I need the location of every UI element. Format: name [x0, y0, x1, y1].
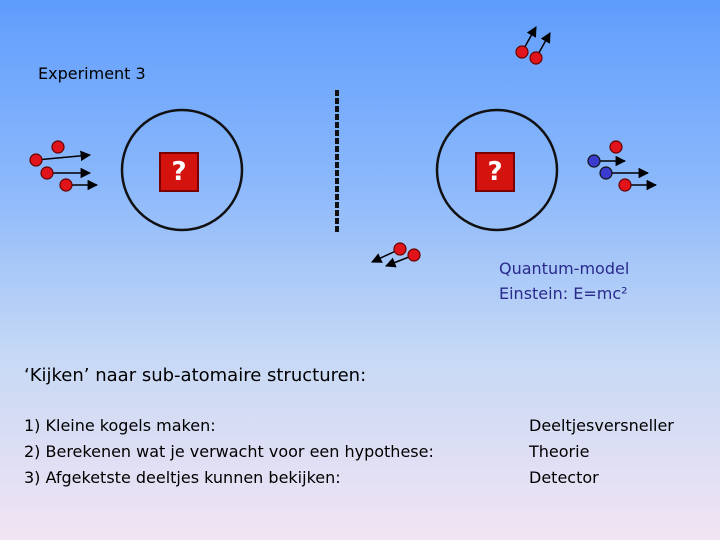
step-item: 1) Kleine kogels maken:: [24, 416, 216, 435]
outgoing-particles: [588, 141, 656, 191]
einstein-formula: Einstein: E=mc²: [499, 284, 628, 303]
section-heading: ‘Kijken’ naar sub-atomaire structuren:: [24, 365, 367, 386]
step-item: 3) Afgeketste deeltjes kunnen bekijken:: [24, 468, 341, 487]
deflected-particle-bottom: [372, 243, 420, 266]
steps-list: [24, 413, 434, 491]
answer-item: Detector: [529, 468, 599, 487]
experiment-title: Experiment 3: [38, 64, 146, 83]
quantum-model-note: [499, 256, 629, 306]
step-item: 2) Berekenen wat je verwacht voor een hypothese:: [24, 442, 434, 461]
quantum-model-line: Quantum-model: [499, 259, 630, 278]
deflected-particle-top: [516, 27, 550, 64]
answer-item: Deeltjesversneller: [529, 416, 674, 435]
unknown-target-right: ?: [475, 152, 515, 192]
answer-item: Theorie: [529, 442, 590, 461]
unknown-target-left: ?: [159, 152, 199, 192]
answers-list: [529, 413, 674, 491]
incoming-particles: [30, 141, 97, 191]
